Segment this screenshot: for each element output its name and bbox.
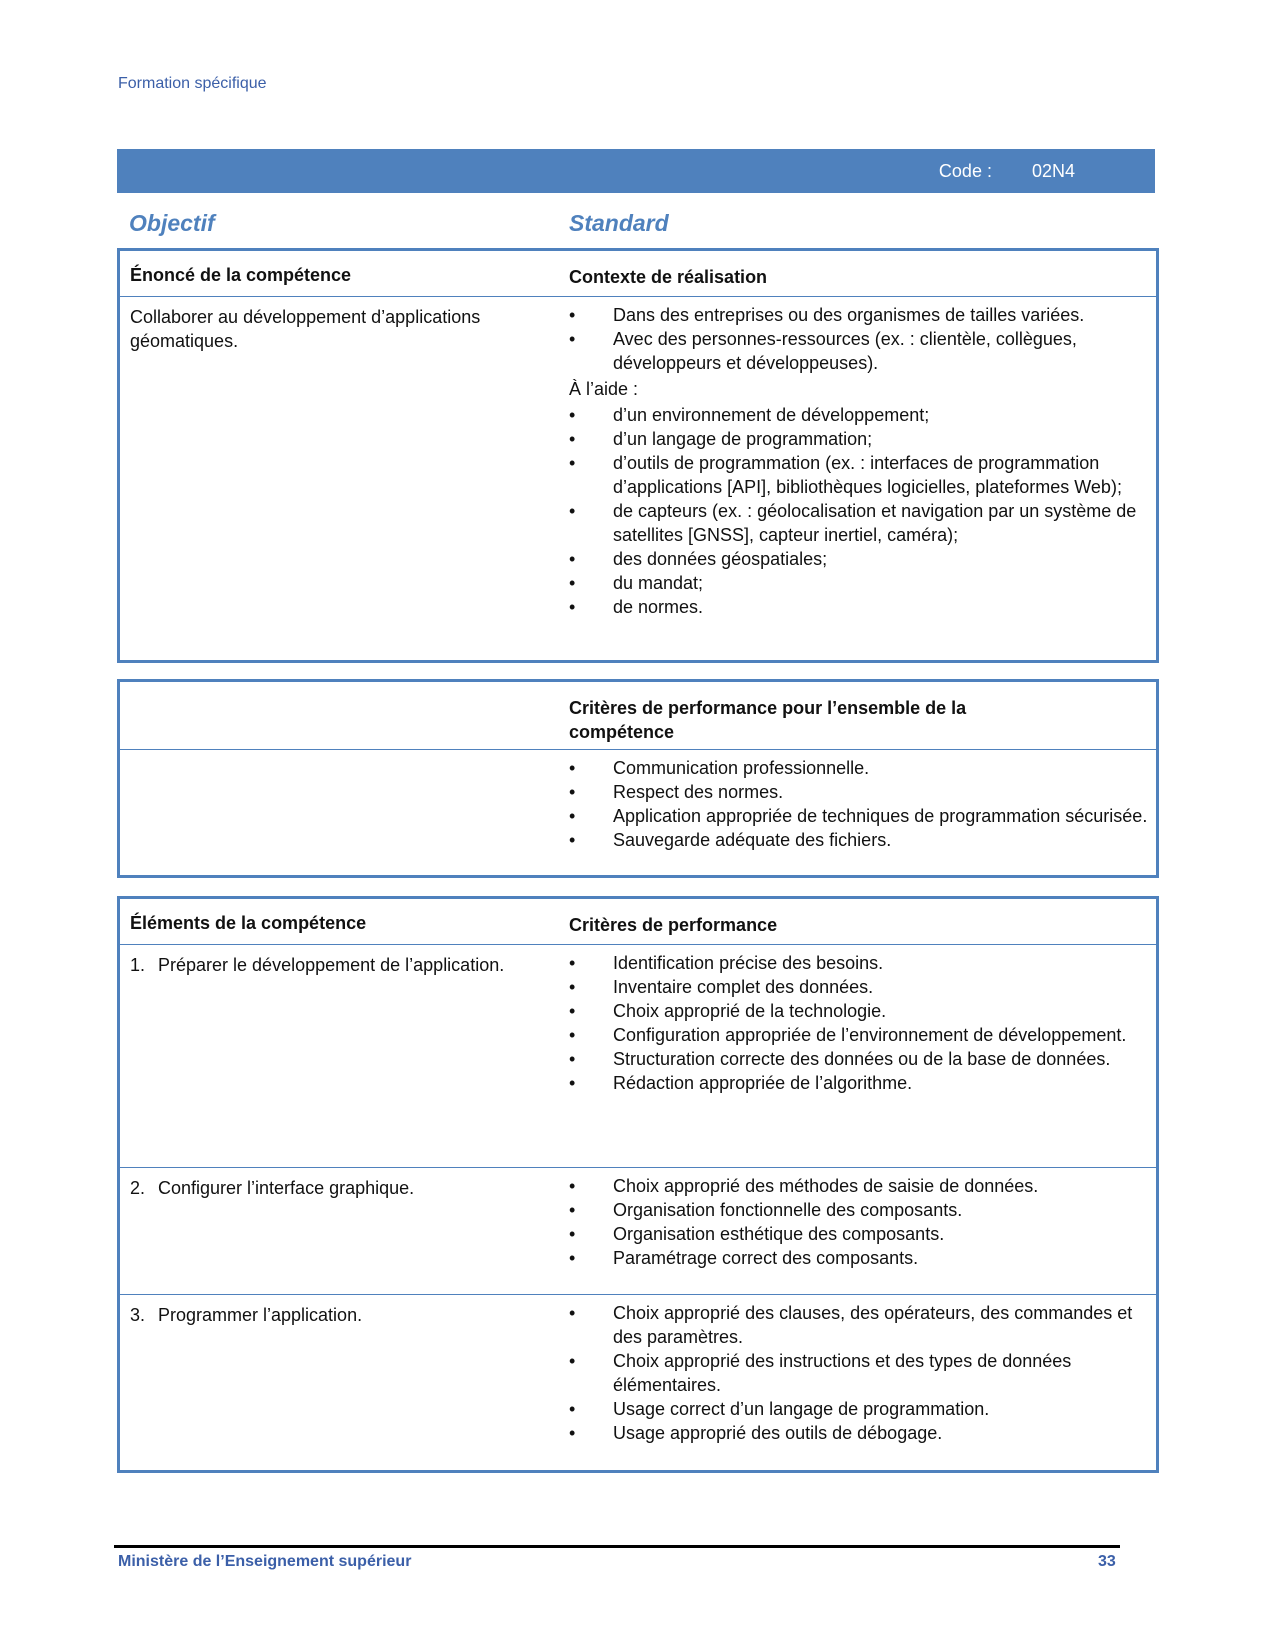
context-heading: Contexte de réalisation — [569, 267, 768, 287]
code-value: 02N4 — [1031, 161, 1075, 181]
aid-item: • d’outils de programmation (ex. : interfaces de programmation d’applications [API], bibliothèques logicielles, plateformes Web); — [569, 451, 1149, 499]
overall-criteria-column — [569, 756, 1149, 852]
criterion-item: • Choix approprié des méthodes de saisie de données. — [569, 1174, 1149, 1198]
aid-item: • de capteurs (ex. : géolocalisation et navigation par un système de satellites [GNSS], capteur inertiel, caméra); — [569, 499, 1149, 547]
footer-ministry: Ministère de l’Enseignement supérieur — [118, 1553, 412, 1570]
element-row — [120, 945, 1156, 1168]
element-criteria — [569, 1301, 1149, 1445]
element-label: Préparer le développement de l’application. — [158, 955, 505, 975]
element-text — [130, 1176, 540, 1200]
criterion-item: • Inventaire complet des données. — [569, 975, 1149, 999]
criteria-list — [569, 1301, 1149, 1445]
elements-rows — [120, 945, 1156, 1473]
criterion-item: • Usage approprié des outils de débogage. — [569, 1421, 1149, 1445]
section2-header — [120, 682, 1156, 750]
overall-criterion: • Respect des normes. — [569, 780, 1149, 804]
element-number: 1. — [130, 955, 146, 975]
running-head: Formation spécifique — [118, 75, 267, 92]
overall-criterion: • Communication professionnelle. — [569, 756, 1149, 780]
element-row — [120, 1168, 1156, 1295]
aid-item: • des données géospatiales; — [569, 547, 1149, 571]
element-criteria — [569, 1174, 1149, 1270]
section1-row — [120, 297, 1156, 659]
footer-rule — [114, 1545, 1120, 1548]
standard-heading: Standard — [569, 210, 669, 236]
criterion-item: • Rédaction appropriée de l’algorithme. — [569, 1071, 1149, 1095]
element-criteria — [569, 951, 1149, 1095]
criterion-item: • Choix approprié de la technologie. — [569, 999, 1149, 1023]
element-number: 3. — [130, 1305, 146, 1325]
criterion-item: • Usage correct d’un langage de programmation. — [569, 1397, 1149, 1421]
criterion-item: • Choix approprié des clauses, des opérateurs, des commandes et des paramètres. — [569, 1301, 1149, 1349]
overall-criterion: • Application appropriée de techniques de programmation sécurisée. — [569, 804, 1149, 828]
criterion-item: • Organisation fonctionnelle des composants. — [569, 1198, 1149, 1222]
aid-item: • de normes. — [569, 595, 1149, 619]
aid-list — [569, 403, 1149, 619]
section1-header — [120, 251, 1156, 297]
statement-heading: Énoncé de la compétence — [130, 265, 352, 285]
criterion-item: • Paramétrage correct des composants. — [569, 1246, 1149, 1270]
criterion-item: • Identification précise des besoins. — [569, 951, 1149, 975]
criteria-heading: Critères de performance — [569, 915, 778, 935]
element-label: Configurer l’interface graphique. — [158, 1178, 415, 1198]
criterion-item: • Choix approprié des instructions et des types de données élémentaires. — [569, 1349, 1149, 1397]
criterion-item: • Configuration appropriée de l’environnement de développement. — [569, 1023, 1149, 1047]
code-text — [939, 161, 1075, 182]
aid-item: • d’un langage de programmation; — [569, 427, 1149, 451]
elements-box — [117, 896, 1159, 1473]
aid-item: • d’un environnement de développement; — [569, 403, 1149, 427]
code-bar — [117, 149, 1155, 193]
context-item: • Avec des personnes-ressources (ex. : clientèle, collègues, développeurs et développeuses). — [569, 327, 1149, 375]
overall-criteria-box — [117, 679, 1159, 878]
context-item: • Dans des entreprises ou des organismes de tailles variées. — [569, 303, 1149, 327]
page-number: 33 — [1098, 1553, 1116, 1570]
aid-label: À l’aide : — [569, 379, 639, 399]
element-text — [130, 1303, 540, 1327]
element-number: 2. — [130, 1178, 146, 1198]
criterion-item: • Structuration correcte des données ou de la base de données. — [569, 1047, 1149, 1071]
competency-statement: Collaborer au développement d’applications géomatiques. — [130, 307, 481, 351]
aid-item: • du mandat; — [569, 571, 1149, 595]
competency-context-box — [117, 248, 1159, 663]
element-label: Programmer l’application. — [158, 1305, 363, 1325]
criterion-item: • Organisation esthétique des composants. — [569, 1222, 1149, 1246]
section2-row — [120, 750, 1156, 876]
element-row — [120, 1295, 1156, 1473]
overall-criteria-list — [569, 756, 1149, 852]
criteria-list — [569, 1174, 1149, 1270]
context-list — [569, 303, 1149, 375]
section3-header — [120, 899, 1156, 945]
overall-criteria-heading: Critères de performance pour l’ensemble de la compétence — [569, 698, 967, 742]
overall-criterion: • Sauvegarde adéquate des fichiers. — [569, 828, 1149, 852]
element-text — [130, 953, 540, 977]
criteria-list — [569, 951, 1149, 1095]
code-label: Code : — [938, 161, 992, 181]
elements-heading: Éléments de la compétence — [130, 913, 367, 933]
context-column — [569, 303, 1149, 619]
objective-heading: Objectif — [129, 210, 215, 236]
